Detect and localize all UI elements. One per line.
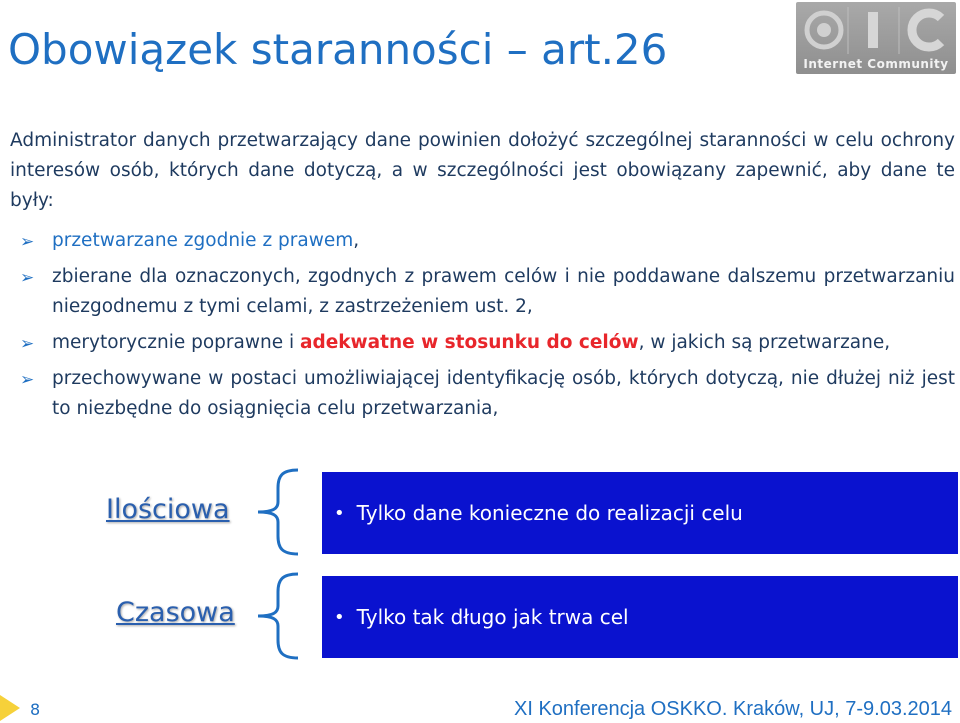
principle-label-quantity: Ilościowa [106,494,230,525]
ic-logo [796,2,956,74]
intro-paragraph: Administrator danych przetwarzający dane powinien dołożyć szczególnej staranności w celu ochrony interesów osób, których dane dotyczą, a w szczególności jest obowiązany zapewnić, aby dane te były: [10,130,955,211]
list-item: ➢ przetwarzane zgodnie z prawem, [10,226,955,256]
left-brace-icon [252,570,302,662]
left-brace-icon [252,466,302,558]
footer-conference: XI Konferencja OSKKO. Kraków, UJ, 7-9.03.2014 [513,698,952,720]
principle-label-time: Czasowa [116,597,235,628]
arrow-bullet-icon: ➢ [20,370,35,390]
requirements-list [10,226,955,424]
list-item: ➢ merytorycznie poprawne i adekwatne w stosunku do celów, w jakich są przetwarzane, [10,328,955,358]
highlight-text: przetwarzane zgodnie z prawem [52,230,354,251]
bullet-dot-icon: • [334,502,345,524]
slide-title: Obowiązek staranności – art.26 [8,25,668,74]
bullet-dot-icon: • [334,606,345,628]
arrow-bullet-icon: ➢ [20,334,35,354]
list-item: ➢ przechowywane w postaci umożliwiającej identyfikację osób, których dotyczą, nie dłużej niż jest to niezbędne do osiągnięcia celu przetwarzania, [10,364,955,424]
principle-box-quantity [322,472,958,554]
list-item: ➢ zbierane dla oznaczonych, zgodnych z prawem celów i nie poddawane dalszemu przetwarzaniu niezgodnemu z tymi celami, z zastrzeżeniem ust. 2, [10,262,955,322]
logo-caption: Internet Community [803,57,949,71]
arrow-bullet-icon: ➢ [20,232,35,252]
triangle-marker-icon [0,695,22,721]
page-number: 8 [30,700,41,719]
arrow-bullet-icon: ➢ [20,268,35,288]
principle-text: Tylko tak długo jak trwa cel [356,605,629,629]
highlight-text: adekwatne w stosunku do celów [299,332,639,353]
principle-box-time [322,576,958,658]
slide-body [10,126,955,430]
principle-text: Tylko dane konieczne do realizacji celu [356,501,743,525]
